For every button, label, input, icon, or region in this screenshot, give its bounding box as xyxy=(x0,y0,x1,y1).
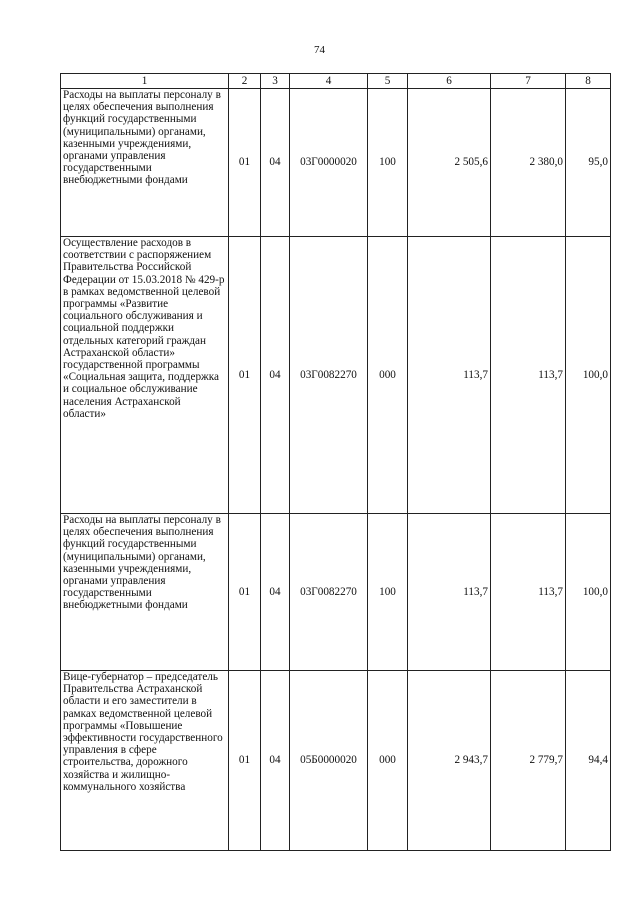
table-row xyxy=(61,514,611,671)
planned-amount: 113,7 xyxy=(408,237,491,514)
expense-type-code: 100 xyxy=(368,89,408,237)
header-cell: 7 xyxy=(491,74,566,89)
execution-percent: 95,0 xyxy=(566,89,611,237)
page-number: 74 xyxy=(314,44,325,56)
execution-percent: 100,0 xyxy=(566,237,611,514)
header-cell: 3 xyxy=(261,74,290,89)
execution-percent: 100,0 xyxy=(566,514,611,671)
row-description: Расходы на выплаты персоналу в целях обеспечения выполнения функций государственными (муниципальными) органами, казенными учреждениями, органами управления государственными внебюджетными фондами xyxy=(61,514,229,671)
expense-type-code: 000 xyxy=(368,237,408,514)
budget-table xyxy=(60,73,611,851)
header-cell: 2 xyxy=(229,74,261,89)
target-article-code: 03Г0000020 xyxy=(290,89,368,237)
header-cell: 4 xyxy=(290,74,368,89)
subsection-code: 04 xyxy=(261,671,290,851)
target-article-code: 03Г0082270 xyxy=(290,237,368,514)
row-description: Осуществление расходов в соответствии с распоряжением Правительства Российской Федерации от 15.03.2018 № 429-р в рамках ведомственной целевой программы «Развитие социального обслуживания и социальной поддержки отдельных категорий граждан Астраханской области» государственной программы «Социальная защита, поддержка и социальное обслуживание населения Астраханской области» xyxy=(61,237,229,514)
table-row xyxy=(61,89,611,237)
row-description: Вице-губернатор – председатель Правительства Астраханской области и его заместители в рамках ведомственной целевой программы «Повышение эффективности государственного управления в сфере строительства, дорожного хозяйства и жилищно-коммунального хозяйства xyxy=(61,671,229,851)
expense-type-code: 100 xyxy=(368,514,408,671)
actual-amount: 113,7 xyxy=(491,237,566,514)
expense-type-code: 000 xyxy=(368,671,408,851)
header-cell: 1 xyxy=(61,74,229,89)
table-row xyxy=(61,237,611,514)
subsection-code: 04 xyxy=(261,237,290,514)
planned-amount: 2 943,7 xyxy=(408,671,491,851)
subsection-code: 04 xyxy=(261,89,290,237)
header-cell: 5 xyxy=(368,74,408,89)
section-code: 01 xyxy=(229,671,261,851)
section-code: 01 xyxy=(229,514,261,671)
execution-percent: 94,4 xyxy=(566,671,611,851)
subsection-code: 04 xyxy=(261,514,290,671)
target-article-code: 03Г0082270 xyxy=(290,514,368,671)
row-description: Расходы на выплаты персоналу в целях обеспечения выполнения функций государственными (муниципальными) органами, казенными учреждениями, органами управления государственными внебюджетными фондами xyxy=(61,89,229,237)
actual-amount: 2 779,7 xyxy=(491,671,566,851)
actual-amount: 113,7 xyxy=(491,514,566,671)
section-code: 01 xyxy=(229,89,261,237)
header-row xyxy=(61,74,611,89)
section-code: 01 xyxy=(229,237,261,514)
header-cell: 6 xyxy=(408,74,491,89)
planned-amount: 2 505,6 xyxy=(408,89,491,237)
target-article-code: 05Б0000020 xyxy=(290,671,368,851)
actual-amount: 2 380,0 xyxy=(491,89,566,237)
table-row xyxy=(61,671,611,851)
header-cell: 8 xyxy=(566,74,611,89)
planned-amount: 113,7 xyxy=(408,514,491,671)
